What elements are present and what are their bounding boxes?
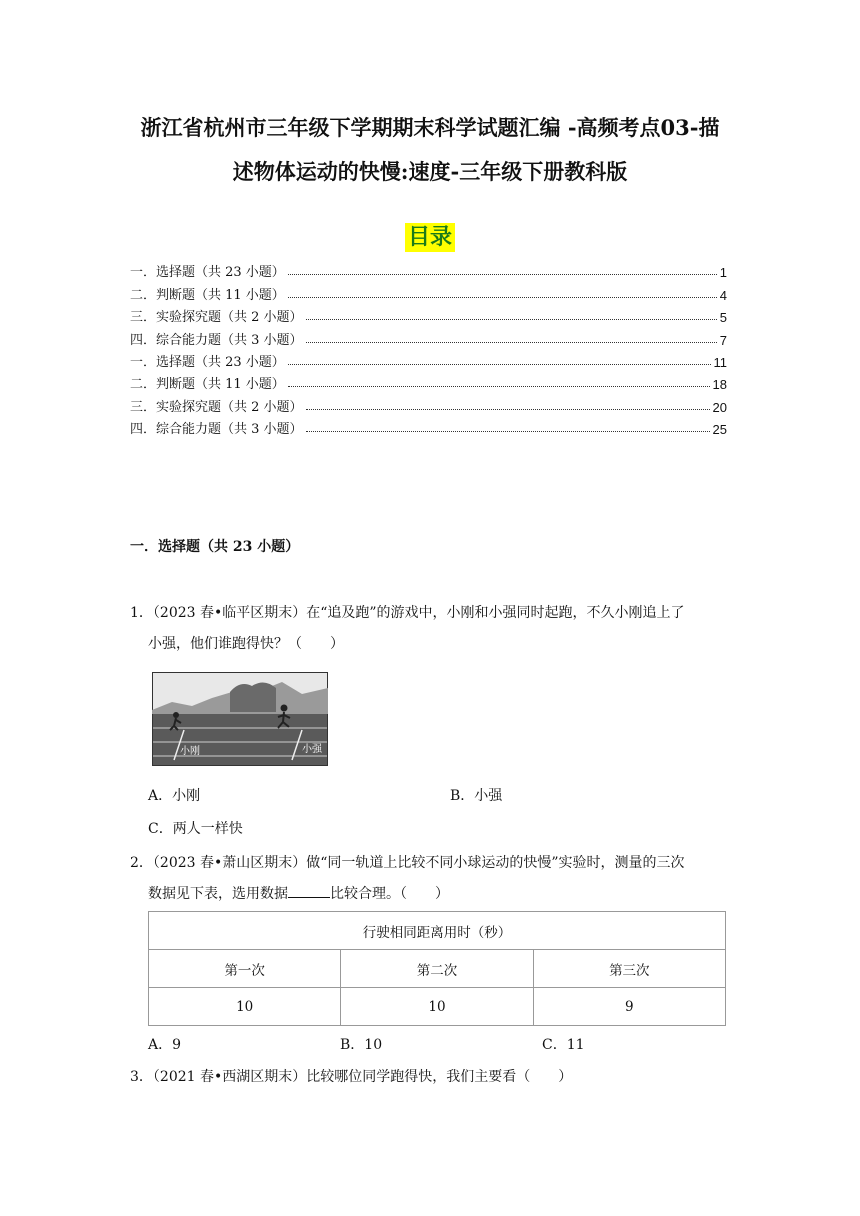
toc-leader [288, 386, 710, 387]
table-cell: 10 [341, 988, 533, 1026]
question-3 [130, 1062, 730, 1093]
race-track-image [152, 672, 328, 766]
table-cell: 9 [533, 988, 725, 1026]
toc-leader [306, 342, 717, 343]
toc-entry-label: 二．判断题（共 11 小题） [130, 287, 285, 303]
toc-entry-label: 四．综合能力题（共 3 小题） [130, 422, 303, 438]
question-2-line2-b: 比较合理。（ ） [330, 886, 449, 902]
question-1-line1: 1．（2023 春•临平区期末）在“追及跑”的游戏中，小刚和小强同时起跑，不久小刚追上了 [130, 605, 685, 621]
question-2 [130, 848, 730, 910]
toc-entry-page: 5 [719, 310, 727, 326]
toc-leader [288, 274, 717, 275]
section-heading: 一．选择题（共 23 小题） [130, 539, 300, 555]
toc-entry-page: 11 [713, 354, 727, 370]
table-row [149, 988, 726, 1026]
table-col-header: 第三次 [533, 950, 725, 988]
runner-label-xiaogang: 小刚 [180, 746, 200, 757]
toc-entry-label: 四．综合能力题（共 3 小题） [130, 332, 303, 348]
table-of-contents [130, 258, 727, 437]
toc-entry[interactable] [130, 258, 727, 280]
q2-option-b[interactable]: B．10 [340, 1037, 383, 1053]
q1-option-a[interactable]: A．小刚 [148, 788, 201, 804]
data-table [148, 911, 726, 1026]
document-title-line2: 述物体运动的快慢:速度-三年级下册教科版 [232, 159, 628, 184]
q2-option-a[interactable]: A．9 [148, 1037, 182, 1053]
table-header-cell: 行驶相同距离用时（秒） [149, 912, 726, 950]
question-3-line1: 3．（2021 春•西湖区期末）比较哪位同学跑得快，我们主要看（ ） [130, 1069, 573, 1085]
toc-leader [306, 409, 710, 410]
toc-entry[interactable] [130, 415, 727, 437]
q1-option-c[interactable]: C．两人一样快 [148, 821, 243, 837]
table-cell: 10 [149, 988, 341, 1026]
question-1-line2: 小强，他们谁跑得快？（ ） [148, 636, 344, 652]
question-2-line2 [130, 879, 730, 910]
table-col-header: 第二次 [341, 950, 533, 988]
toc-entry[interactable] [130, 370, 727, 392]
q1-option-b[interactable]: B．小强 [450, 788, 503, 804]
toc-entry-page: 7 [719, 332, 727, 348]
question-2-line1: 2．（2023 春•萧山区期末）做“同一轨道上比较不同小球运动的快慢”实验时，测量的三次 [130, 855, 685, 871]
toc-leader [306, 431, 710, 432]
table-header-row [149, 912, 726, 950]
toc-entry-label: 三．实验探究题（共 2 小题） [130, 399, 303, 415]
toc-entry-page: 4 [719, 287, 727, 303]
toc-entry-label: 一．选择题（共 23 小题） [130, 354, 285, 370]
toc-entry-label: 三．实验探究题（共 2 小题） [130, 310, 303, 326]
toc-entry[interactable] [130, 325, 727, 347]
table-col-header: 第一次 [149, 950, 341, 988]
toc-entry-page: 20 [712, 399, 727, 415]
toc-heading-text: 目录 [405, 223, 455, 252]
toc-entry[interactable] [130, 392, 727, 414]
toc-entry-label: 二．判断题（共 11 小题） [130, 377, 285, 393]
answer-blank[interactable] [288, 883, 330, 898]
runner-label-xiaoqiang: 小强 [302, 744, 322, 755]
question-2-line2-a: 数据见下表，选用数据 [148, 886, 288, 902]
toc-entry-page: 1 [719, 265, 727, 281]
toc-entry-page: 25 [712, 422, 727, 438]
toc-leader [288, 297, 717, 298]
toc-entry-page: 18 [712, 377, 727, 393]
toc-entry[interactable] [130, 280, 727, 302]
q2-option-c[interactable]: C．11 [542, 1037, 585, 1053]
toc-entry[interactable] [130, 303, 727, 325]
toc-entry-label: 一．选择题（共 23 小题） [130, 265, 285, 281]
document-title-line1: 浙江省杭州市三年级下学期期末科学试题汇编 -高频考点03-描 [140, 115, 720, 140]
question-1 [130, 598, 730, 660]
toc-entry[interactable] [130, 348, 727, 370]
toc-leader [288, 364, 711, 365]
table-row [149, 950, 726, 988]
toc-leader [306, 319, 717, 320]
toc-heading [0, 220, 860, 251]
